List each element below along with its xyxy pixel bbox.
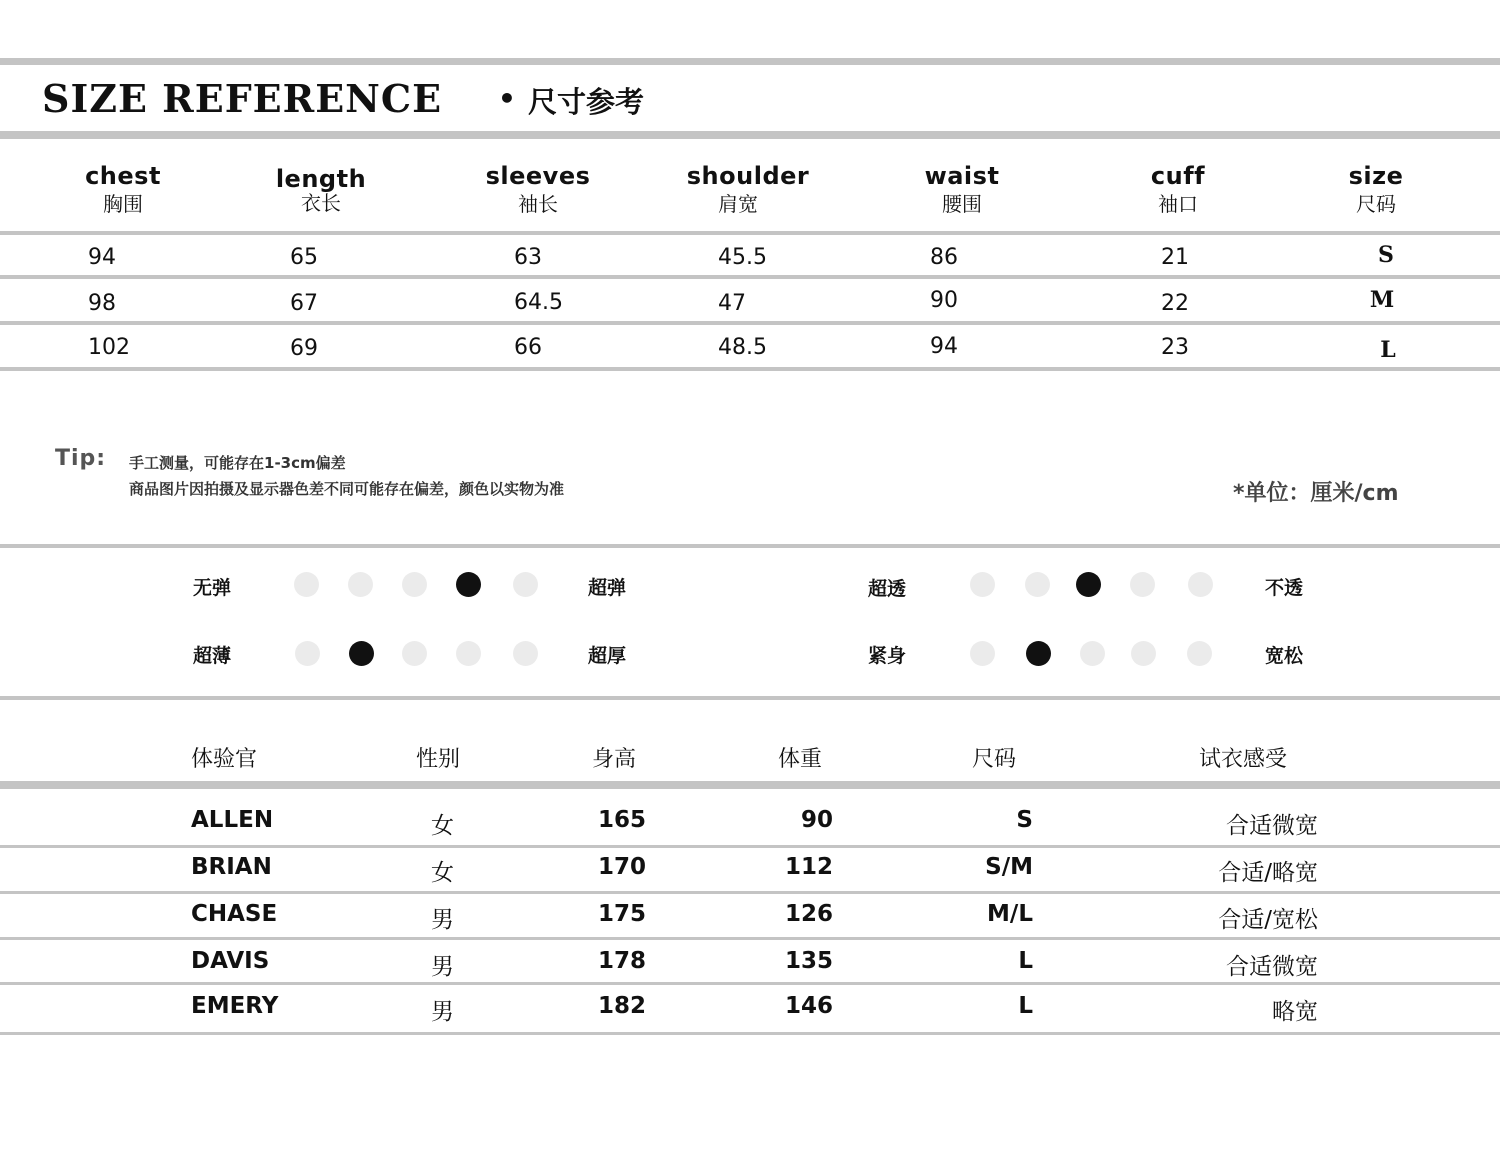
fitting-header-height: 身高 — [592, 747, 637, 772]
cell-length: 65 — [290, 245, 318, 270]
scale-dot-selected — [349, 641, 374, 666]
fitting-cell-weight: 126 — [784, 901, 833, 927]
cell-chest: 94 — [88, 245, 116, 270]
scale-left-label: 无弹 — [193, 577, 232, 599]
scale-dot — [1130, 572, 1155, 597]
cell-sleeves: 66 — [514, 335, 542, 360]
size-row-rule — [0, 321, 1500, 325]
fitting-cell-tester-name: CHASE — [191, 901, 278, 927]
fitting-cell-size: L — [1018, 993, 1033, 1019]
scale-dot — [513, 572, 538, 597]
column-header-waist — [862, 162, 1062, 218]
fitting-cell-weight: 112 — [784, 854, 833, 880]
fitting-cell-size: L — [1018, 948, 1033, 974]
cell-sleeves: 64.5 — [514, 290, 563, 315]
column-header-sleeves — [438, 162, 638, 218]
cell-waist: 90 — [930, 288, 958, 313]
column-header-shoulder — [648, 162, 848, 218]
scale-dot — [1080, 641, 1105, 666]
scale-dot-selected — [1076, 572, 1101, 597]
fitting-row-rule — [0, 845, 1500, 848]
fitting-cell-fit-feeling: 合适/宽松 — [1218, 907, 1318, 933]
fitting-cell-height: 178 — [597, 948, 646, 974]
tip-rule — [0, 544, 1500, 548]
page-title: SIZE REFERENCE — [42, 76, 443, 121]
header-en: cuff — [1150, 162, 1206, 190]
fitting-cell-weight: 146 — [784, 993, 833, 1019]
fitting-header-size: 尺码 — [972, 747, 1017, 772]
cell-chest: 98 — [88, 291, 116, 316]
fitting-cell-height: 182 — [597, 993, 646, 1019]
fitting-cell-tester-name: ALLEN — [191, 807, 274, 833]
cell-size: S — [1378, 242, 1394, 268]
column-header-chest — [23, 162, 223, 218]
scale-dot — [1131, 641, 1156, 666]
scale-dot — [1187, 641, 1212, 666]
cell-length: 67 — [290, 291, 318, 316]
fitting-cell-weight: 90 — [800, 807, 833, 833]
fitting-cell-size: S/M — [985, 854, 1033, 880]
fitting-header-feeling: 试衣感受 — [1199, 747, 1288, 772]
fitting-cell-gender: 女 — [431, 860, 454, 886]
cell-shoulder: 45.5 — [718, 245, 767, 270]
scale-dot — [295, 641, 320, 666]
fitting-header-gender: 性别 — [416, 747, 461, 772]
scale-dot-selected — [1026, 641, 1051, 666]
fitting-cell-size: S — [1016, 807, 1033, 833]
unit-note: *单位：厘米/cm — [1233, 481, 1399, 506]
scale-right-label: 宽松 — [1265, 645, 1304, 667]
scales-rule — [0, 696, 1500, 700]
fitting-cell-height: 175 — [597, 901, 646, 927]
cell-shoulder: 48.5 — [718, 335, 767, 360]
scale-dot — [970, 572, 995, 597]
fitting-cell-height: 170 — [597, 854, 646, 880]
cell-size: M — [1369, 287, 1395, 313]
cell-sleeves: 63 — [514, 245, 542, 270]
fitting-cell-gender: 男 — [431, 907, 454, 933]
fitting-cell-fit-feeling: 合适微宽 — [1226, 813, 1318, 839]
scale-right-label: 超厚 — [588, 645, 627, 667]
fitting-header-tester: 体验官 — [191, 747, 258, 772]
size-row-rule — [0, 367, 1500, 371]
fitting-header-rule — [0, 781, 1500, 789]
cell-waist: 86 — [930, 245, 958, 270]
fitting-cell-gender: 男 — [431, 954, 454, 980]
fitting-row-rule — [0, 891, 1500, 894]
scale-left-label: 超透 — [868, 578, 907, 600]
column-header-length — [221, 165, 421, 217]
header-en: sleeves — [485, 162, 591, 190]
header-zh: 袖口 — [1158, 192, 1198, 216]
cell-cuff: 22 — [1161, 291, 1189, 316]
scale-dot-selected — [456, 572, 481, 597]
tip-label: Tip: — [55, 446, 107, 471]
scale-left-label: 紧身 — [868, 645, 907, 667]
fitting-row-rule — [0, 982, 1500, 985]
cell-shoulder: 47 — [718, 291, 746, 316]
fitting-cell-tester-name: DAVIS — [191, 948, 270, 974]
scale-dot — [970, 641, 995, 666]
cell-size: L — [1380, 337, 1396, 363]
cell-waist: 94 — [930, 334, 958, 359]
header-en: size — [1348, 162, 1404, 190]
fitting-cell-gender: 男 — [431, 999, 454, 1025]
fitting-cell-fit-feeling: 略宽 — [1272, 999, 1318, 1025]
scale-dot — [348, 572, 373, 597]
header-en: chest — [85, 162, 161, 190]
scale-right-label: 超弹 — [588, 577, 627, 599]
scale-dot — [1025, 572, 1050, 597]
header-zh: 衣长 — [301, 191, 341, 215]
header-zh: 尺码 — [1356, 192, 1396, 216]
header-zh: 肩宽 — [718, 192, 758, 216]
fitting-cell-weight: 135 — [784, 948, 833, 974]
scale-dot — [456, 641, 481, 666]
scale-right-label: 不透 — [1265, 577, 1304, 599]
header-zh: 袖长 — [518, 192, 558, 216]
title-separator: • — [498, 82, 516, 115]
scale-dot — [294, 572, 319, 597]
fitting-row-rule — [0, 937, 1500, 940]
cell-chest: 102 — [88, 335, 130, 360]
scale-dot — [1188, 572, 1213, 597]
fitting-cell-tester-name: BRIAN — [191, 854, 272, 880]
fitting-cell-fit-feeling: 合适/略宽 — [1218, 860, 1318, 886]
fitting-cell-height: 165 — [597, 807, 646, 833]
title-rule — [0, 131, 1500, 139]
fitting-header-weight: 体重 — [778, 747, 823, 772]
tip-line-2: 商品图片因拍摄及显示器色差不同可能存在偏差，颜色以实物为准 — [129, 480, 565, 498]
fitting-cell-size: M/L — [987, 901, 1033, 927]
cell-cuff: 21 — [1161, 245, 1189, 270]
page-title-zh: 尺寸参考 — [528, 85, 645, 119]
scale-dot — [402, 641, 427, 666]
size-header-rule — [0, 231, 1500, 235]
tip-line-1: 手工测量，可能存在1-3cm偏差 — [129, 454, 346, 472]
fitting-row-rule — [0, 1032, 1500, 1035]
header-en: length — [275, 165, 367, 193]
header-zh: 腰围 — [942, 192, 982, 216]
column-header-size — [1276, 162, 1476, 218]
fitting-cell-tester-name: EMERY — [191, 993, 279, 1019]
cell-cuff: 23 — [1161, 335, 1189, 360]
header-en: shoulder — [686, 162, 810, 190]
cell-length: 69 — [290, 336, 318, 361]
column-header-cuff — [1078, 162, 1278, 218]
fitting-cell-fit-feeling: 合适微宽 — [1226, 954, 1318, 980]
scale-dot — [513, 641, 538, 666]
header-en: waist — [924, 162, 1000, 190]
header-zh: 胸围 — [103, 192, 143, 216]
size-row-rule — [0, 275, 1500, 279]
scale-left-label: 超薄 — [193, 645, 232, 667]
top-rule — [0, 58, 1500, 65]
fitting-cell-gender: 女 — [431, 813, 454, 839]
scale-dot — [402, 572, 427, 597]
